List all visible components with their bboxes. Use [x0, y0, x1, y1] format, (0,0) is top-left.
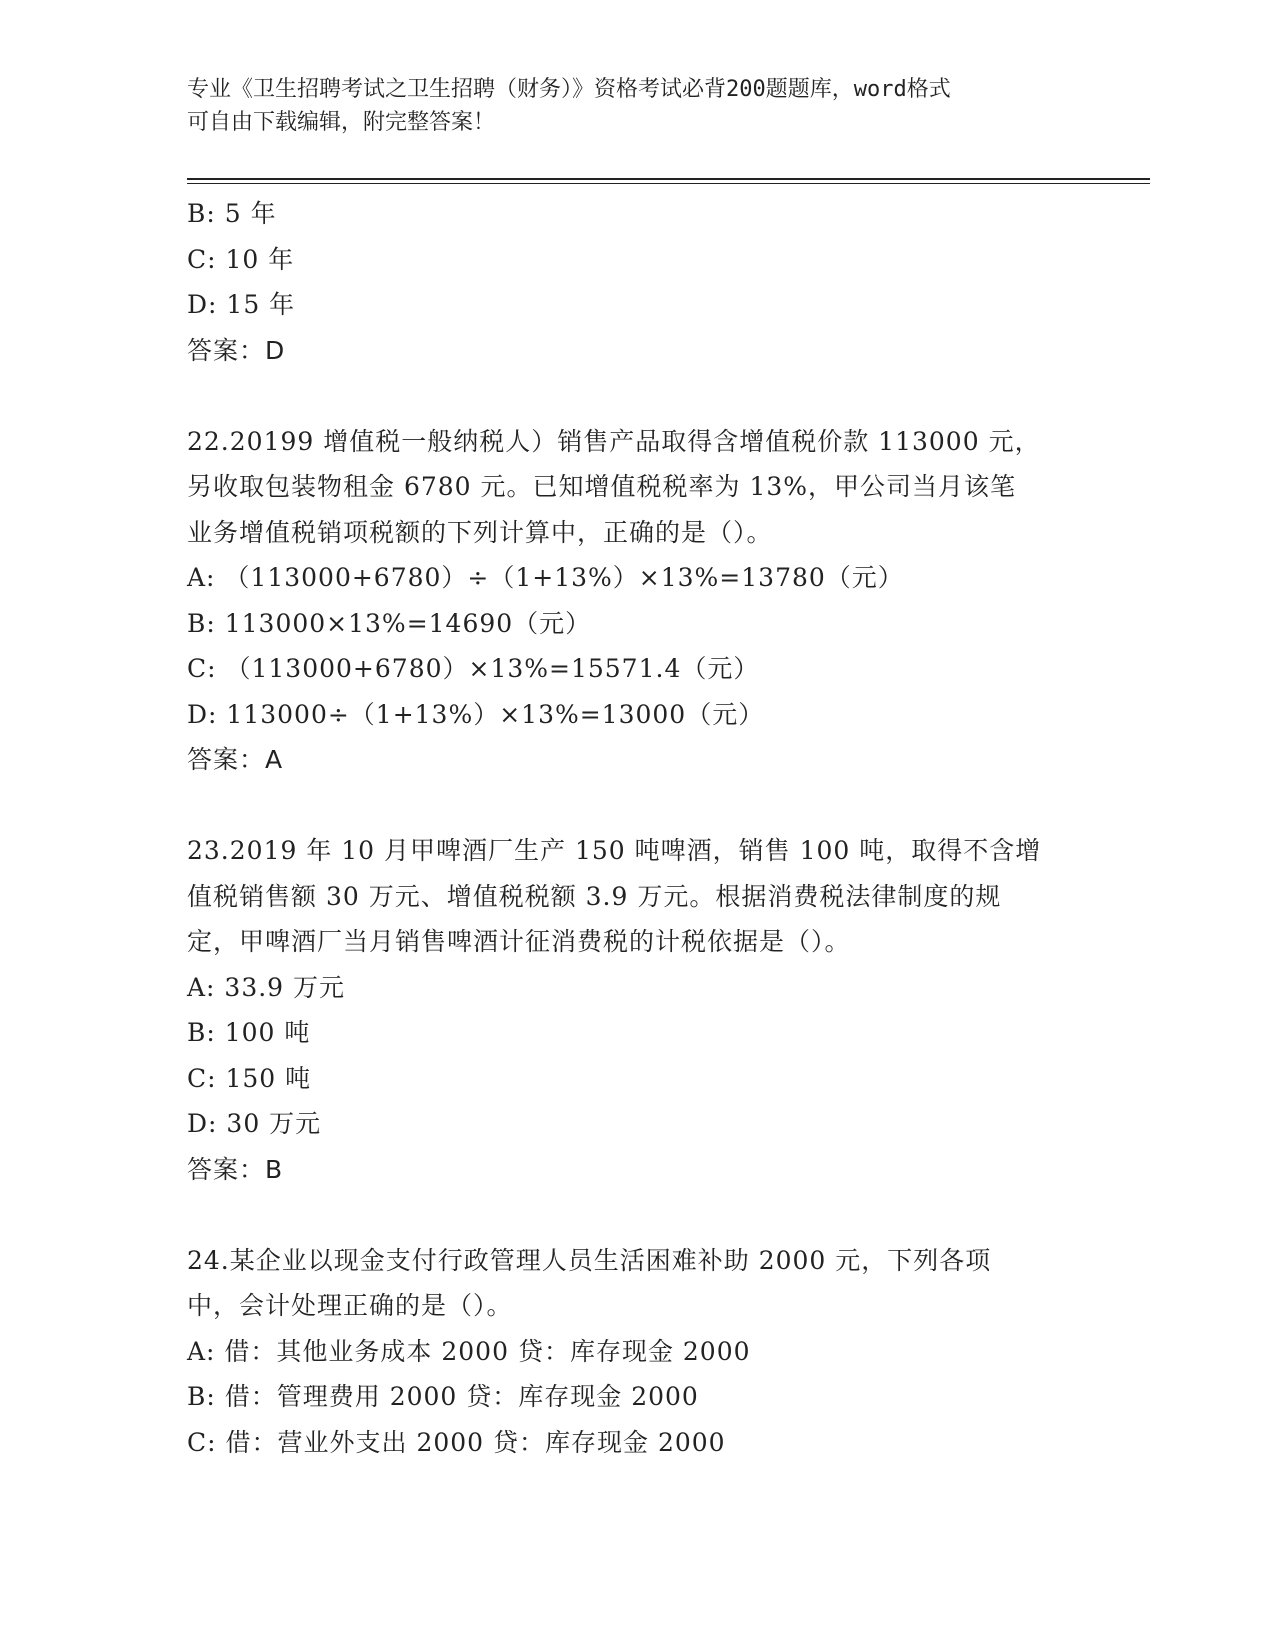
spacer	[187, 1192, 1087, 1238]
q22-option-b: B: 113000×13%=14690（元）	[187, 608, 592, 638]
header-title-line-2: 可自由下载编辑，附完整答案！	[187, 110, 496, 135]
q23-stem-line-2: 值税销售额 30 万元、增值税税额 3.9 万元。根据消费税法律制度的规	[187, 881, 1002, 911]
q24-stem-line-2: 中，会计处理正确的是（）。	[187, 1291, 513, 1320]
q23-stem-line-1: 23.2019 年 10 月甲啤酒厂生产 150 吨啤酒，销售 100 吨，取得不含增	[187, 836, 1042, 865]
q23-option-b: B: 100 吨	[187, 1018, 311, 1047]
spacer	[187, 373, 1087, 419]
q22-option-a: A: （113000+6780）÷（1+13%）×13%=13780（元）	[187, 563, 904, 592]
question-21	[187, 191, 1087, 373]
q23-option-d: D: 30 万元	[187, 1109, 322, 1138]
header-title-line-1: 专业《卫生招聘考试之卫生招聘（财务）》资格考试必背200题题库，word格式	[187, 77, 951, 102]
q22-stem-line-2: 另收取包装物租金 6780 元。已知增值税税率为 13%，甲公司当月该笔	[187, 472, 1017, 501]
question-24	[187, 1238, 1087, 1466]
q22-answer: 答案：A	[187, 745, 284, 774]
question-list	[187, 191, 1087, 1465]
header-divider-thin	[187, 183, 1150, 184]
q23-option-c: C: 150 吨	[187, 1063, 312, 1093]
q22-stem-line-3: 业务增值税销项税额的下列计算中，正确的是（）。	[187, 517, 773, 547]
question-22	[187, 419, 1087, 783]
q21-answer: 答案：D	[187, 335, 286, 365]
q22-stem-line-1: 22.20199 增值税一般纳税人）销售产品取得含增值税价款 113000 元，	[187, 426, 1041, 456]
q23-stem-line-3: 定，甲啤酒厂当月销售啤酒计征消费税的计税依据是（）。	[187, 927, 851, 956]
q23-option-a: A: 33.9 万元	[187, 972, 346, 1002]
q23-answer: 答案：B	[187, 1154, 284, 1184]
document-header	[187, 73, 1087, 139]
q21-option-d: D: 15 年	[187, 290, 296, 319]
q24-option-a: A: 借：其他业务成本 2000 贷：库存现金 2000	[187, 1336, 751, 1366]
q22-option-c: C: （113000+6780）×13%=15571.4（元）	[187, 654, 760, 683]
question-23	[187, 828, 1087, 1192]
header-divider-thick	[187, 178, 1150, 180]
spacer	[187, 783, 1087, 829]
q24-stem-line-1: 24.某企业以现金支付行政管理人员生活困难补助 2000 元，下列各项	[187, 1245, 992, 1275]
q22-option-d: D: 113000÷（1+13%）×13%=13000（元）	[187, 699, 765, 729]
q21-option-b: B: 5 年	[187, 199, 277, 228]
q21-option-c: C: 10 年	[187, 244, 295, 274]
q24-option-b: B: 借：管理费用 2000 贷：库存现金 2000	[187, 1382, 699, 1411]
q24-option-c: C: 借：营业外支出 2000 贷：库存现金 2000	[187, 1427, 726, 1457]
